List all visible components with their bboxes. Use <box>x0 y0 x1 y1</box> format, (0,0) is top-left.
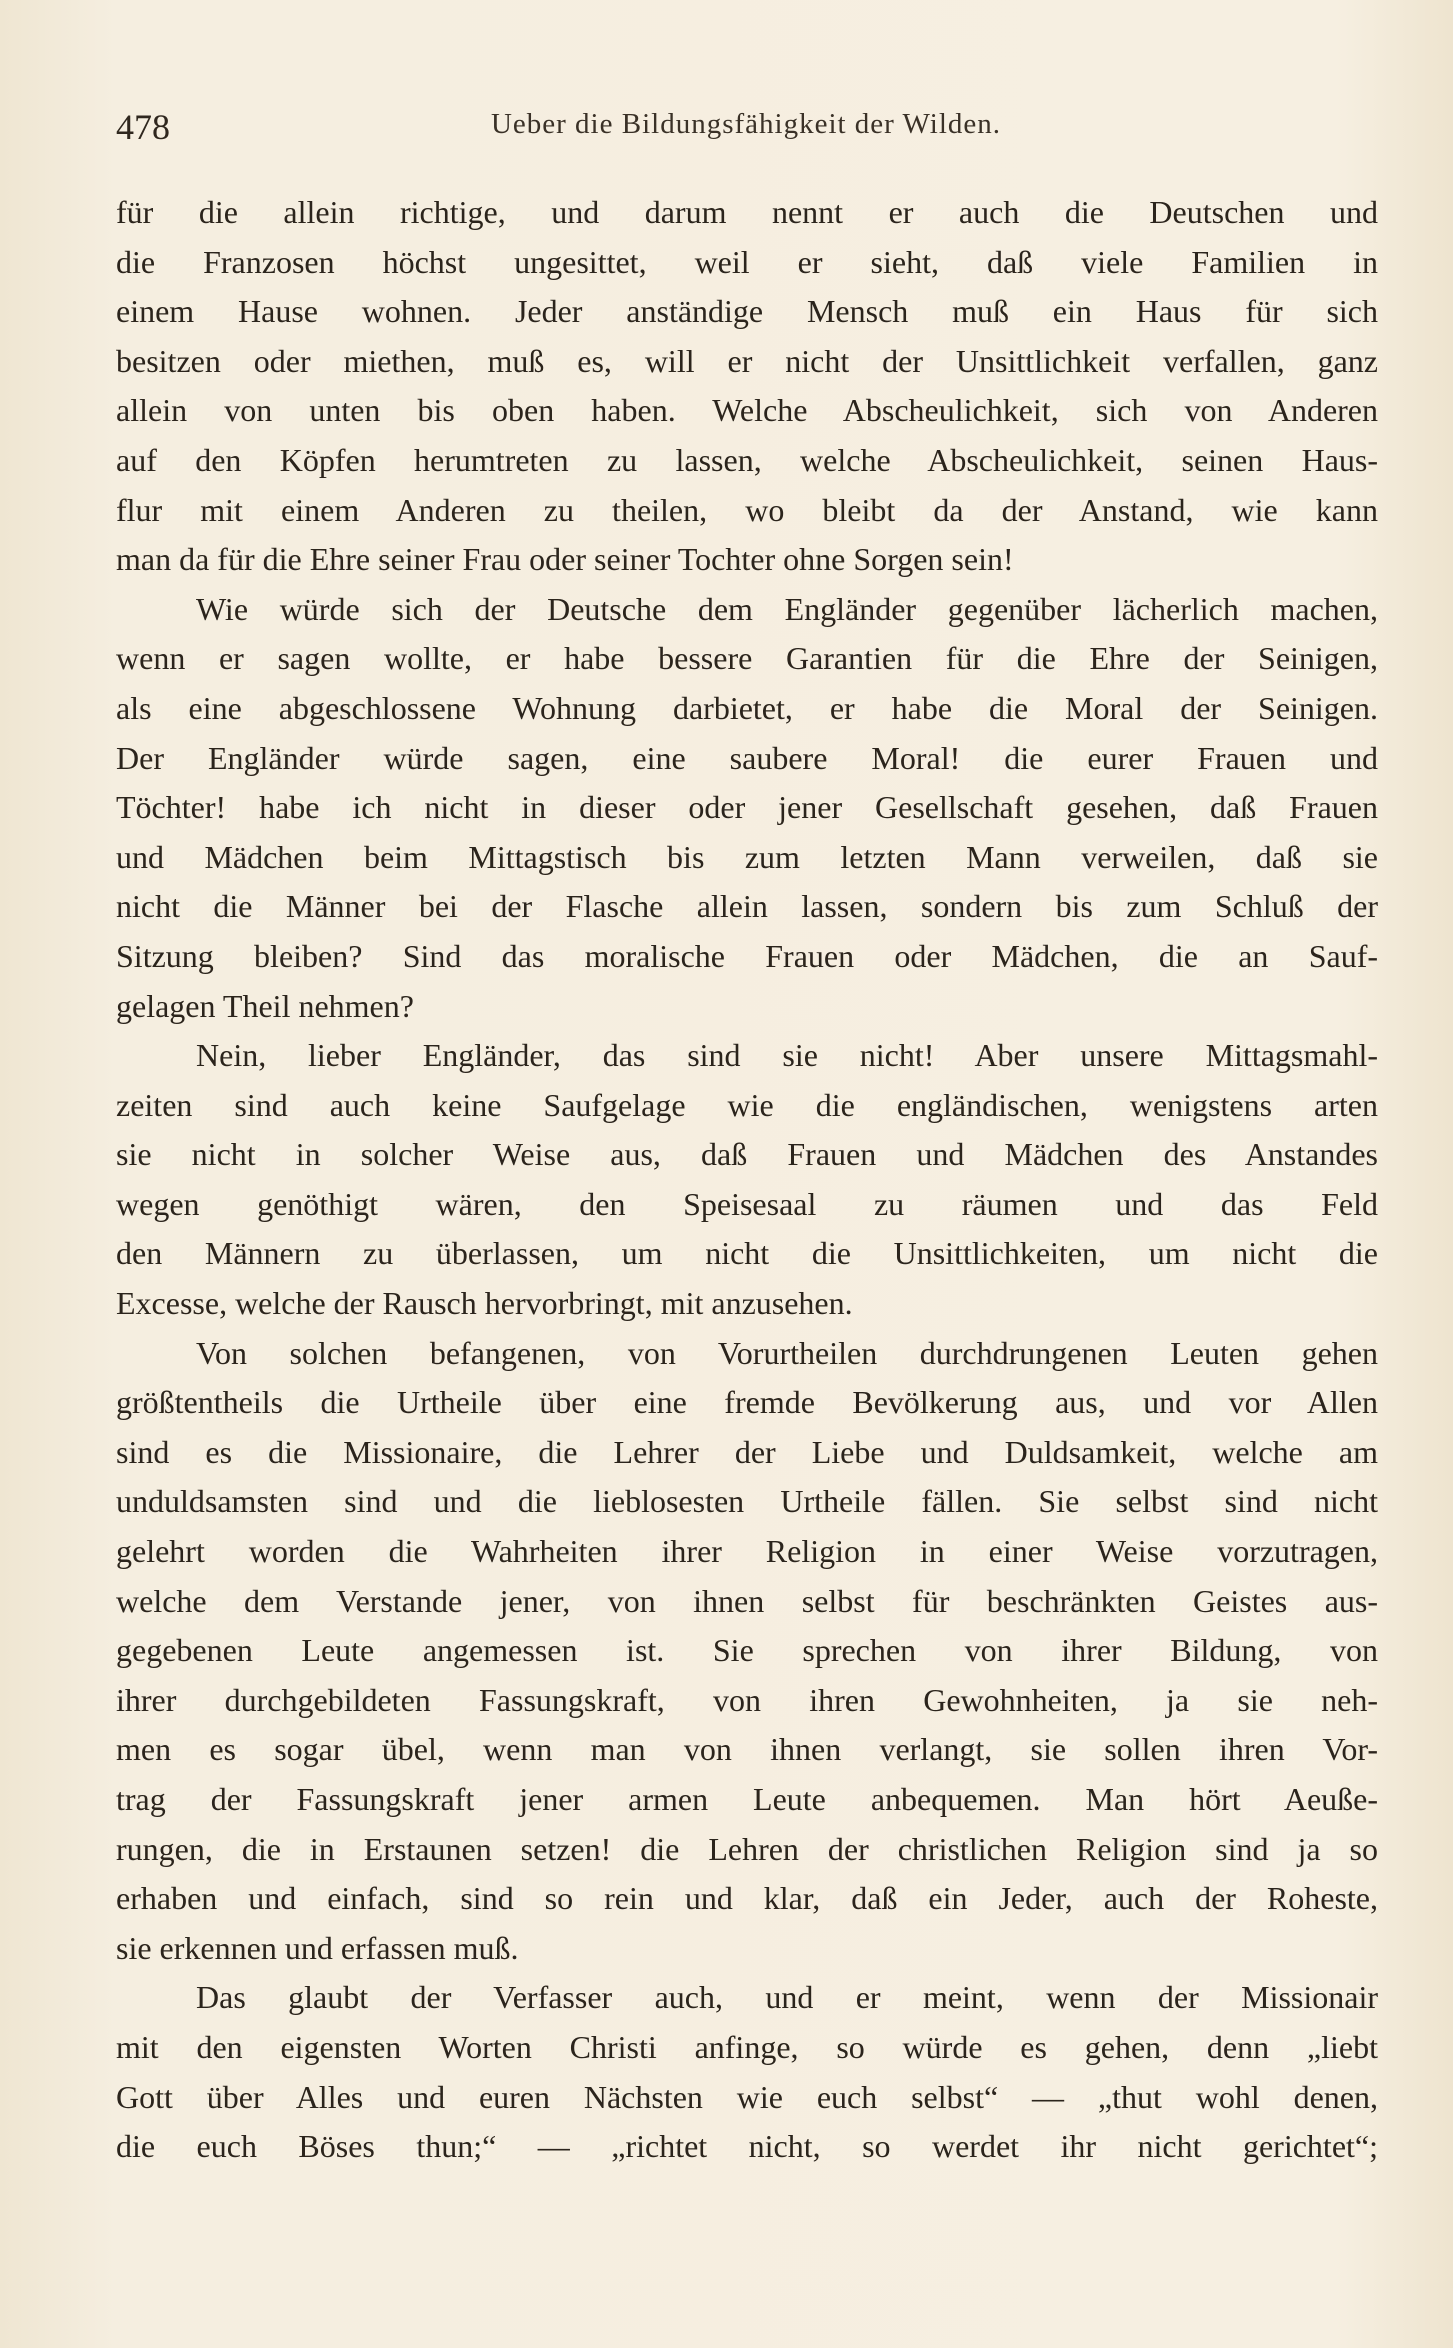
body-text <box>116 188 1378 2172</box>
text-line: größtentheils die Urtheile über eine fremde Bevölkerung aus, und vor Allen <box>116 1384 1378 1421</box>
text-line: besitzen oder miethen, muß es, will er nicht der Unsittlichkeit verfallen, ganz <box>116 342 1378 379</box>
page-number: 478 <box>116 107 170 147</box>
text-line: gegebenen Leute angemessen ist. Sie sprechen von ihrer Bildung, von <box>116 1632 1378 1669</box>
text-line: gelehrt worden die Wahrheiten ihrer Religion in einer Weise vorzutragen, <box>116 1533 1378 1570</box>
text-line: allein von unten bis oben haben. Welche Abscheulichkeit, sich von Anderen <box>116 392 1378 429</box>
text-line: Sitzung bleiben? Sind das moralische Frauen oder Mädchen, die an Sauf- <box>116 937 1378 974</box>
text-line: man da für die Ehre seiner Frau oder seiner Tochter ohne Sorgen sein! <box>116 541 1014 578</box>
text-line: wenn er sagen wollte, er habe bessere Garantien für die Ehre der Seinigen, <box>116 640 1378 677</box>
text-line: Töchter! habe ich nicht in dieser oder jener Gesellschaft gesehen, daß Frauen <box>116 789 1378 826</box>
text-line: nicht die Männer bei der Flasche allein lassen, sondern bis zum Schluß der <box>116 888 1378 925</box>
text-line: den Männern zu überlassen, um nicht die Unsittlichkeiten, um nicht die <box>116 1235 1378 1272</box>
text-line: Von solchen befangenen, von Vorurtheilen durchdrungenen Leuten gehen <box>196 1334 1378 1371</box>
text-line: auf den Köpfen herumtreten zu lassen, welche Abscheulichkeit, seinen Haus- <box>116 441 1378 478</box>
text-line: Wie würde sich der Deutsche dem Engländer gegenüber lächerlich machen, <box>196 590 1378 627</box>
text-line: die euch Böses thun;“ — „richtet nicht, so werdet ihr nicht gerichtet“; <box>116 2128 1378 2165</box>
text-line: welche dem Verstande jener, von ihnen selbst für beschränkten Geistes aus- <box>116 1582 1378 1619</box>
page-header <box>116 100 1376 150</box>
text-line: gelagen Theil nehmen? <box>116 987 414 1024</box>
text-line: Gott über Alles und euren Nächsten wie euch selbst“ — „thut wohl denen, <box>116 2078 1378 2115</box>
text-line: sie nicht in solcher Weise aus, daß Frauen und Mädchen des Anstandes <box>116 1136 1378 1173</box>
text-line: Der Engländer würde sagen, eine saubere Moral! die eurer Frauen und <box>116 739 1378 776</box>
text-line: die Franzosen höchst ungesittet, weil er sieht, daß viele Familien in <box>116 243 1378 280</box>
running-title: Ueber die Bildungsfähigkeit der Wilden. <box>490 108 1002 140</box>
text-line: erhaben und einfach, sind so rein und klar, daß ein Jeder, auch der Roheste, <box>116 1880 1378 1917</box>
text-line: als eine abgeschlossene Wohnung darbietet, er habe die Moral der Seinigen. <box>116 689 1378 726</box>
text-line: trag der Fassungskraft jener armen Leute anbequemen. Man hört Aeuße- <box>116 1781 1378 1817</box>
text-line: einem Hause wohnen. Jeder anständige Mensch muß ein Haus für sich <box>116 293 1378 330</box>
text-line: Excesse, welche der Rausch hervorbringt, mit anzusehen. <box>116 1285 853 1322</box>
text-line: sind es die Missionaire, die Lehrer der Liebe und Duldsamkeit, welche am <box>116 1433 1378 1470</box>
text-line: flur mit einem Anderen zu theilen, wo bleibt da der Anstand, wie kann <box>116 491 1378 528</box>
text-line: unduldsamsten sind und die lieblosesten Urtheile fällen. Sie selbst sind nicht <box>116 1483 1378 1520</box>
text-line: rungen, die in Erstaunen setzen! die Lehren der christlichen Religion sind ja so <box>116 1830 1378 1867</box>
text-line: zeiten sind auch keine Saufgelage wie die engländischen, wenigstens arten <box>116 1086 1378 1123</box>
text-line: men es sogar übel, wenn man von ihnen verlangt, sie sollen ihren Vor- <box>116 1731 1378 1768</box>
text-line: Das glaubt der Verfasser auch, und er meint, wenn der Missionair <box>196 1979 1378 2016</box>
text-line: und Mädchen beim Mittagstisch bis zum letzten Mann verweilen, daß sie <box>116 838 1378 875</box>
text-line: wegen genöthigt wären, den Speisesaal zu räumen und das Feld <box>116 1185 1378 1222</box>
text-line: ihrer durchgebildeten Fassungskraft, von ihren Gewohnheiten, ja sie neh- <box>116 1681 1378 1718</box>
text-line: für die allein richtige, und darum nennt er auch die Deutschen und <box>116 194 1378 230</box>
text-line: mit den eigensten Worten Christi anfinge, so würde es gehen, denn „liebt <box>116 2028 1378 2065</box>
text-line: Nein, lieber Engländer, das sind sie nicht! Aber unsere Mittagsmahl- <box>196 1037 1378 1074</box>
text-line: sie erkennen und erfassen muß. <box>116 1929 519 1966</box>
